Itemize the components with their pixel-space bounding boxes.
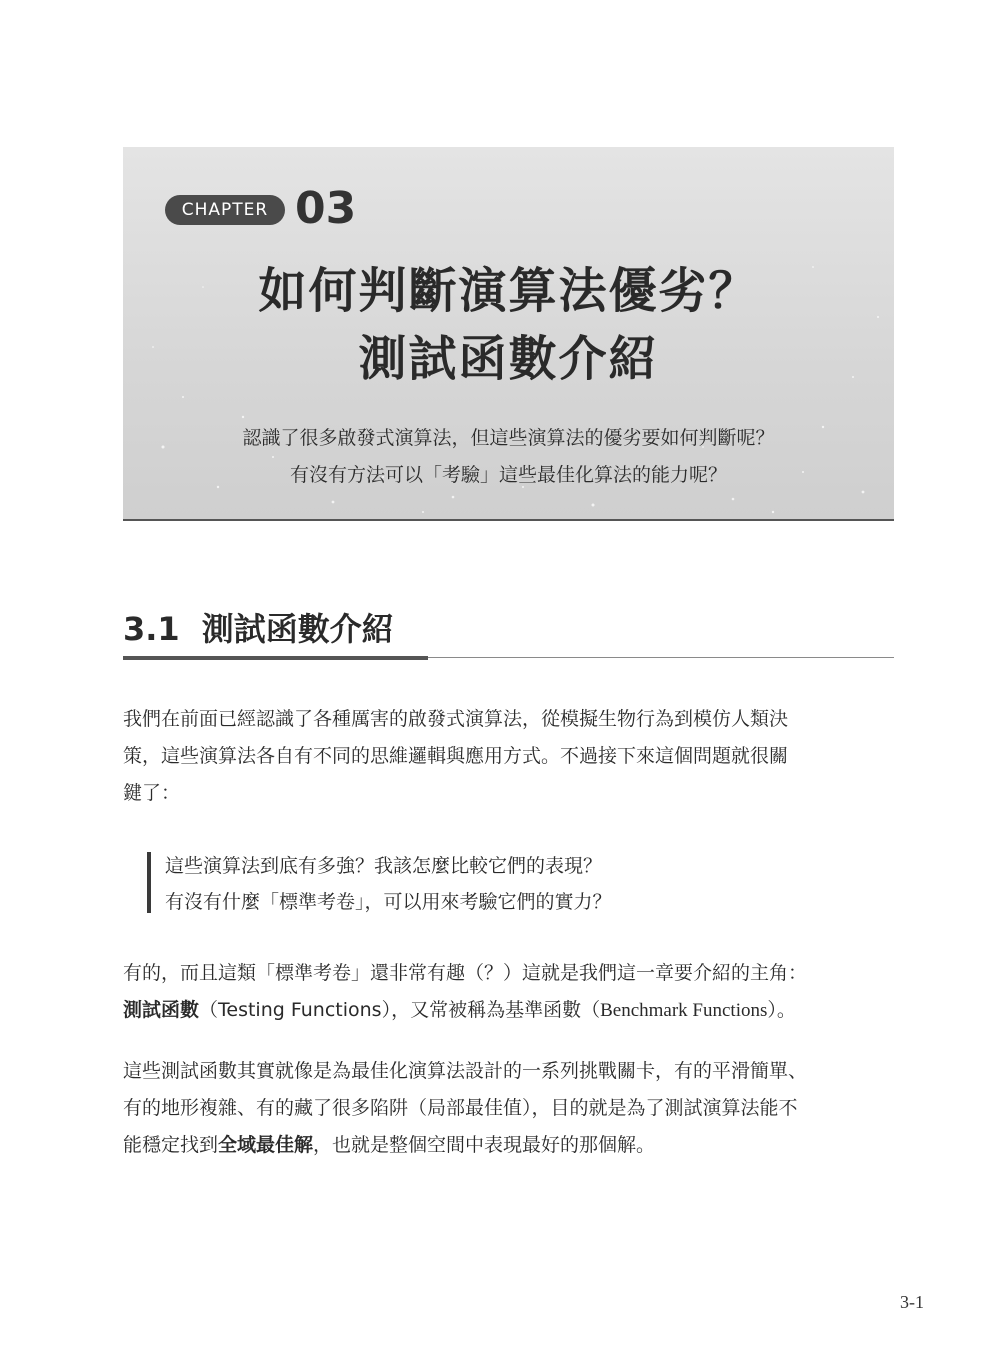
- paragraph-line: 有的，而且這類「標準考卷」還非常有趣（？）這就是我們這一章要介紹的主角：: [123, 962, 808, 984]
- definition-paragraph: [123, 955, 894, 1029]
- paragraph-line: 這些測試函數其實就像是為最佳化演算法設計的一系列挑戰關卡，有的平滑簡單、: [123, 1060, 808, 1082]
- section-heading: [123, 607, 394, 651]
- paragraph-line: 策，這些演算法各自有不同的思維邏輯與應用方式。不過接下來這個問題就很關: [123, 745, 789, 767]
- section-number: 3.1: [123, 610, 180, 648]
- page-number: 3-1: [900, 1292, 924, 1312]
- chapter-title-line2: 測試函數介紹: [358, 331, 659, 387]
- chapter-title-line1: 如何判斷演算法優劣？: [258, 263, 759, 319]
- section-divider-accent: [123, 656, 428, 660]
- term-testing-functions: 測試函數: [123, 999, 200, 1021]
- paragraph-line: 我們在前面已經認識了各種厲害的啟發式演算法，從模擬生物行為到模仿人類決: [123, 708, 789, 730]
- term-global-optimum: 全域最佳解: [218, 1134, 314, 1156]
- paragraph-text: 能穩定找到: [123, 1134, 219, 1156]
- chapter-subtitle-line1: 認識了很多啟發式演算法，但這些演算法的優劣要如何判斷呢？: [242, 427, 775, 449]
- paragraph-text: ，又常被稱為基準函數: [391, 999, 582, 1021]
- chapter-number: 03: [295, 183, 357, 234]
- block-quote: [165, 848, 885, 920]
- term-english: （Testing Functions）: [199, 999, 392, 1021]
- chapter-subtitle-line2: 有沒有方法可以「考驗」這些最佳化算法的能力呢？: [289, 464, 727, 486]
- intro-paragraph: [123, 701, 894, 812]
- paragraph-line: [123, 992, 894, 1029]
- chapter-banner: [123, 147, 894, 521]
- quote-line: 有沒有什麼「標準考卷」，可以用來考驗它們的實力？: [165, 891, 612, 913]
- term-english-benchmark: （Benchmark Functions）: [581, 1000, 777, 1021]
- chapter-label-badge: CHAPTER: [165, 195, 285, 225]
- paragraph-line: 有的地形複雜、有的藏了很多陷阱（局部最佳值），目的就是為了測試演算法能不: [123, 1097, 798, 1119]
- section-title: 測試函數介紹: [201, 610, 394, 648]
- quote-line: 這些演算法到底有多強？我該怎麼比較它們的表現？: [165, 855, 603, 877]
- paragraph-text: 。: [776, 999, 796, 1021]
- explanation-paragraph: [123, 1053, 894, 1164]
- paragraph-line: [123, 1127, 894, 1164]
- paragraph-line: 鍵了：: [123, 782, 181, 804]
- quote-bar: [147, 852, 151, 913]
- paragraph-text: ，也就是整個空間中表現最好的那個解。: [313, 1134, 656, 1156]
